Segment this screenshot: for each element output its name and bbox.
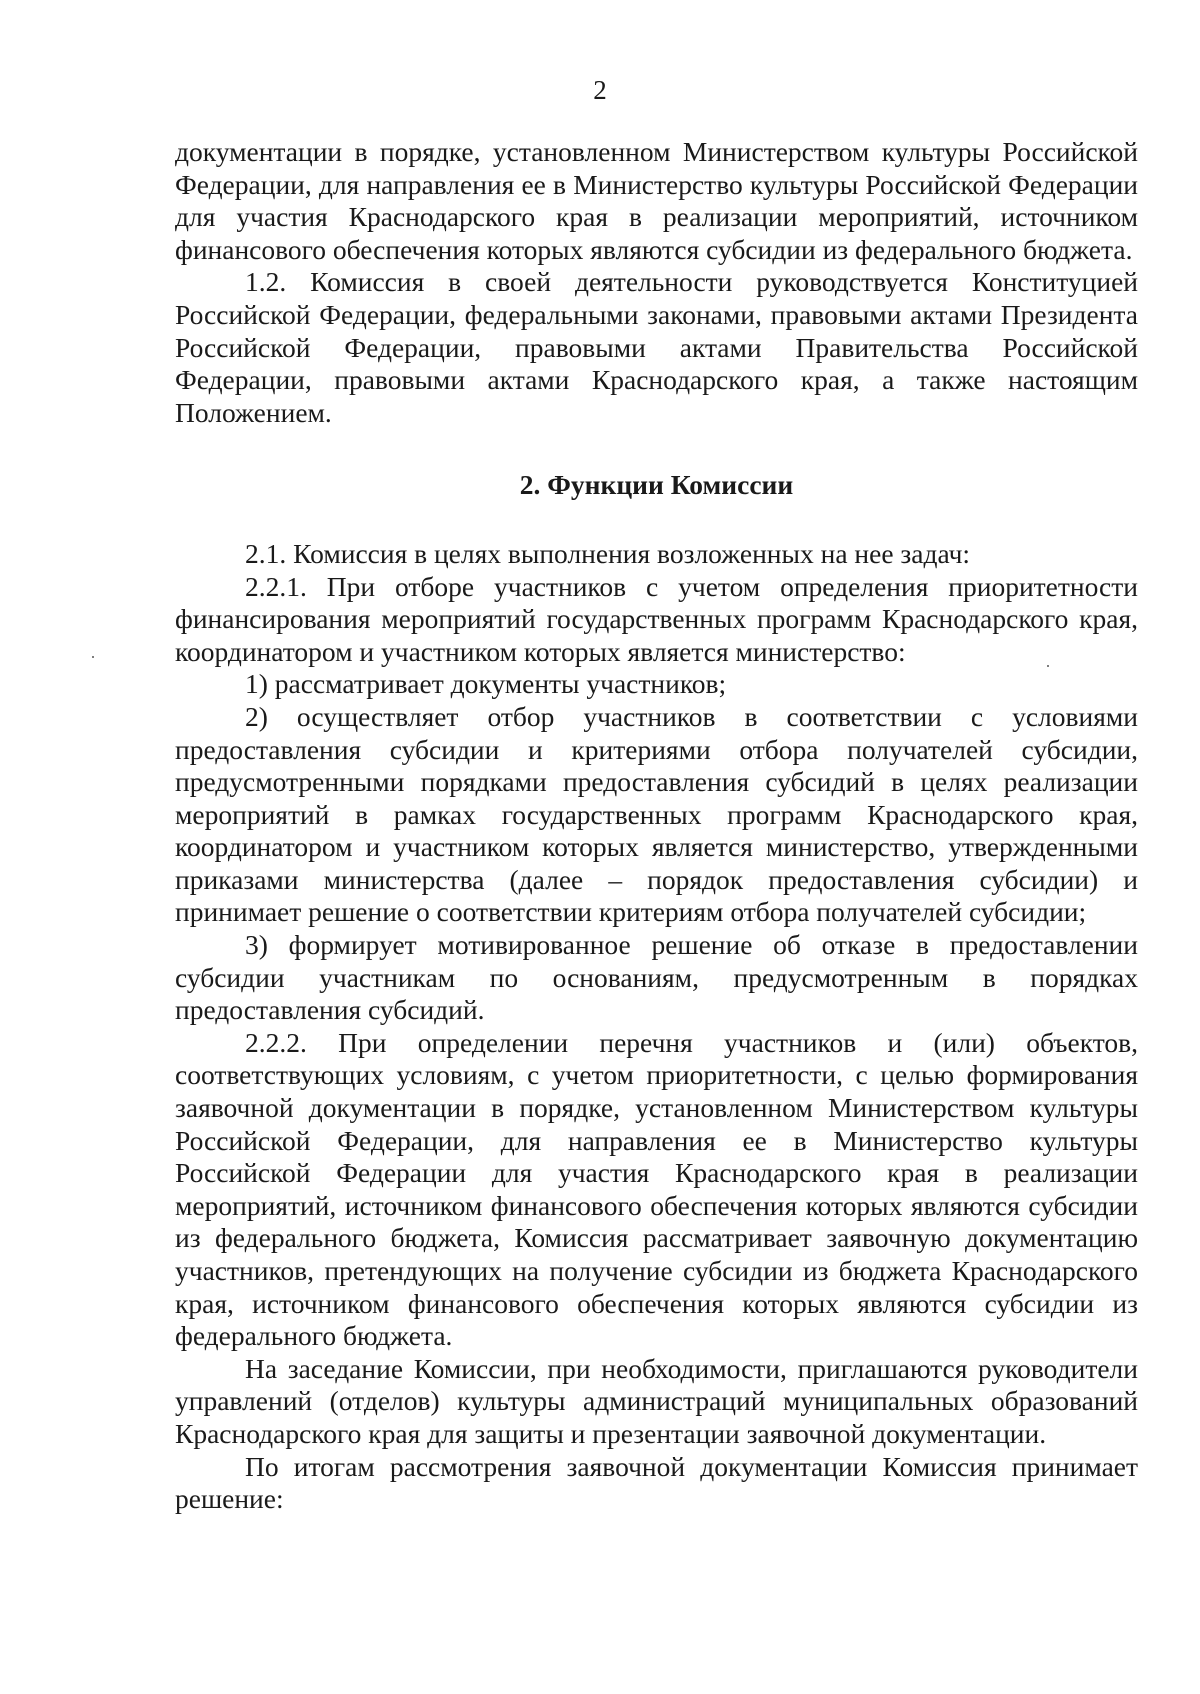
list-item-2: 2) осуществляет отбор участников в соответствии с условиями предоставления субсидии и критериями отбора получателей субсидии, предусмотренными порядками предоставления субсидий в целях реализации мероприятий в рамках государственных программ Краснодарского края, координатором и участником которых является министерство, утвержденными приказами министерства (далее – порядок предоставления субсидии) и принимает решение о соответствии критериям отбора получателей субсидии;	[175, 700, 1138, 928]
list-item-3: 3) формирует мотивированное решение об отказе в предоставлении субсидии участникам по основаниям, предусмотренным в порядках предоставления субсидий.	[175, 929, 1138, 1026]
document-body	[175, 136, 1138, 1516]
scan-speck	[1047, 665, 1049, 667]
paragraph-invitation: На заседание Комиссии, при необходимости, приглашаются руководители управлений (отделов) культуры администраций муниципальных образований Краснодарского края для защиты и презентации заявочной документации.	[175, 1352, 1138, 1449]
paragraph-continuation: документации в порядке, установленном Министерством культуры Российской Федерации, для направления ее в Министерство культуры Российской Федерации для участия Краснодарского края в реализации мероприятий, источником финансового обеспечения которых являются субсидии из федерального бюджета.	[175, 136, 1138, 265]
section-heading: 2. Функции Комиссии	[519, 469, 794, 501]
paragraph-2-1: 2.1. Комиссия в целях выполнения возложенных на нее задач:	[245, 537, 971, 569]
scan-speck	[92, 656, 94, 658]
paragraph-2-2-2: 2.2.2. При определении перечня участников и (или) объектов, соответствующих условиям, с учетом приоритетности, с целью формирования заявочной документации в порядке, установленном Министерством культуры Российской Федерации, для направления ее в Министерство культуры Российской Федерации для участия Краснодарского края в реализации мероприятий, источником финансового обеспечения которых являются субсидии из федерального бюджета, Комиссия рассматривает заявочную документацию участников, претендующих на получение субсидии из бюджета Краснодарского края, источником финансового обеспечения которых являются субсидии из федерального бюджета.	[175, 1026, 1138, 1352]
paragraph-1-2: 1.2. Комиссия в своей деятельности руководствуется Конституцией Российской Федерации, федеральными законами, правовыми актами Президента Российской Федерации, правовыми актами Правительства Российской Федерации, правовыми актами Краснодарского края, а также настоящим Положением.	[175, 266, 1138, 428]
paragraph-2-2-1: 2.2.1. При отборе участников с учетом определения приоритетности финансирования мероприятий государственных программ Краснодарского края, координатором и участником которых является министерство:	[175, 570, 1138, 667]
page-number: 2	[593, 75, 607, 105]
paragraph-decision: По итогам рассмотрения заявочной документации Комиссия принимает решение:	[175, 1450, 1138, 1515]
list-item-1: 1) рассматривает документы участников;	[245, 668, 727, 700]
